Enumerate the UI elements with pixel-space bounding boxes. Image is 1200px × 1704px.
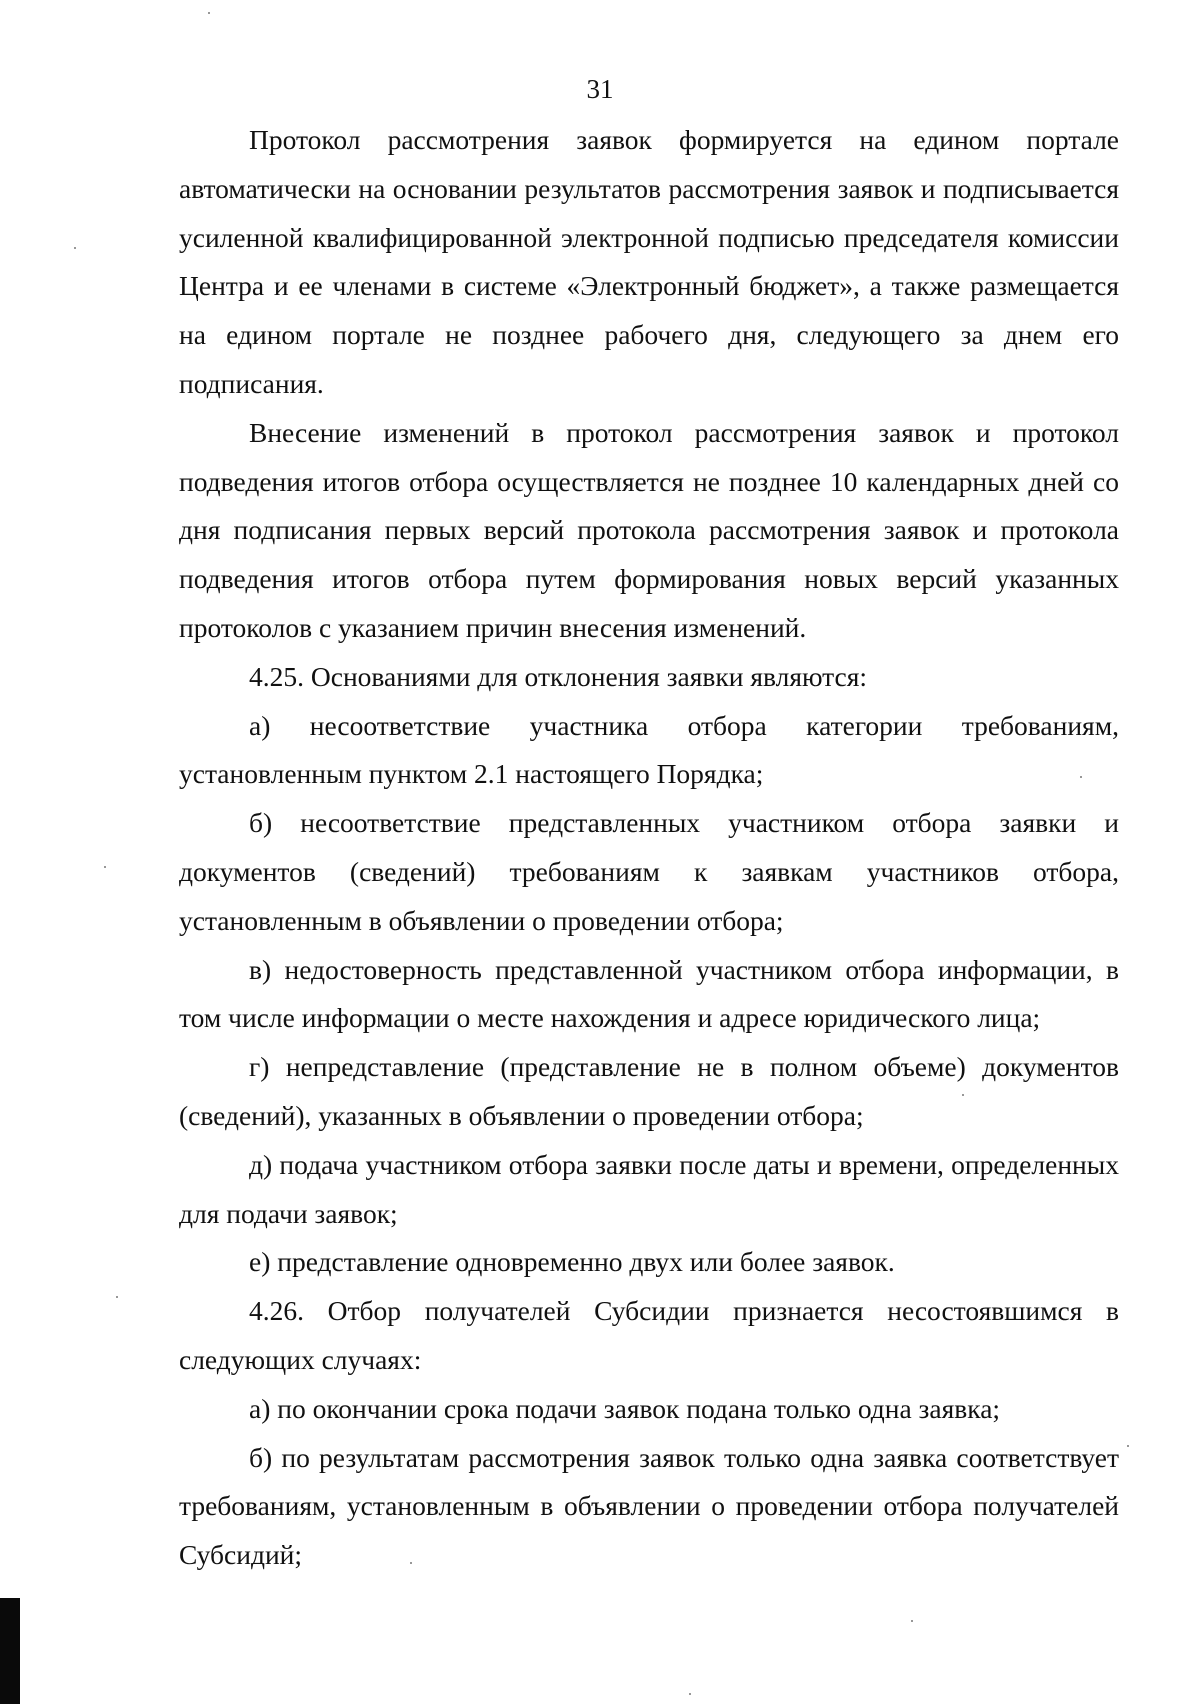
paragraph-protocol-changes: Внесение изменений в протокол рассмотрения заявок и протокол подведения итогов отбора осуществляется не позднее 10 календарных дней со дня подписания первых версий протокола рассмотрения заявок и протокола подведения итогов отбора путем формирования новых версий указанных протоколов с указанием причин внесения изменений. — [179, 416, 1119, 643]
list-item-4-25-a: а) несоответствие участника отбора категории требованиям, установленным пунктом 2.1 настоящего Порядка; — [179, 709, 1119, 790]
list-item-4-26-a: а) по окончании срока подачи заявок подана только одна заявка; — [249, 1392, 1001, 1424]
list-item-4-25-e: е) представление одновременно двух или более заявок. — [249, 1246, 895, 1278]
list-item-4-26-b: б) по результатам рассмотрения заявок только одна заявка соответствует требованиям, установленным в объявлении о проведении отбора получателей Субсидий; — [179, 1441, 1119, 1571]
list-item-4-25-d: д) подача участником отбора заявки после даты и времени, определенных для подачи заявок; — [179, 1148, 1119, 1229]
scan-speck — [74, 247, 76, 249]
scan-speck — [1080, 776, 1082, 778]
scan-speck — [962, 1094, 964, 1096]
scan-speck — [104, 866, 106, 868]
page-number: 31 — [586, 74, 614, 104]
scan-speck — [116, 1296, 118, 1298]
list-item-4-25-v: в) недостоверность представленной участником отбора информации, в том числе информации о месте нахождения и адресе юридического лица; — [179, 953, 1119, 1034]
scan-speck — [689, 1693, 691, 1695]
paragraph-4-26-heading: 4.26. Отбор получателей Субсидии признается несостоявшимся в следующих случаях: — [179, 1295, 1119, 1375]
list-item-4-25-g: г) непредставление (представление не в полном объеме) документов (сведений), указанных в объявлении о проведении отбора; — [179, 1051, 1119, 1131]
paragraph-4-25-heading: 4.25. Основаниями для отклонения заявки являются: — [249, 660, 867, 692]
list-item-4-25-b: б) несоответствие представленных участником отбора заявки и документов (сведений) требованиям к заявкам участников отбора, установленным в объявлении о проведении отбора; — [179, 807, 1119, 936]
document-body — [179, 116, 1119, 1580]
scan-speck — [1127, 1445, 1129, 1447]
scan-speck — [208, 12, 210, 14]
scan-speck — [410, 1562, 412, 1564]
scan-speck — [911, 1620, 913, 1622]
scan-edge-shadow — [0, 1598, 20, 1704]
paragraph-protocol-formation: Протокол рассмотрения заявок формируется на едином портале автоматически на основании результатов рассмотрения заявок и подписывается усиленной квалифицированной электронной подписью председателя комиссии Центра и ее членами в системе «Электронный бюджет», а также размещается на едином портале не позднее рабочего дня, следующего за днем его подписания. — [179, 124, 1119, 399]
